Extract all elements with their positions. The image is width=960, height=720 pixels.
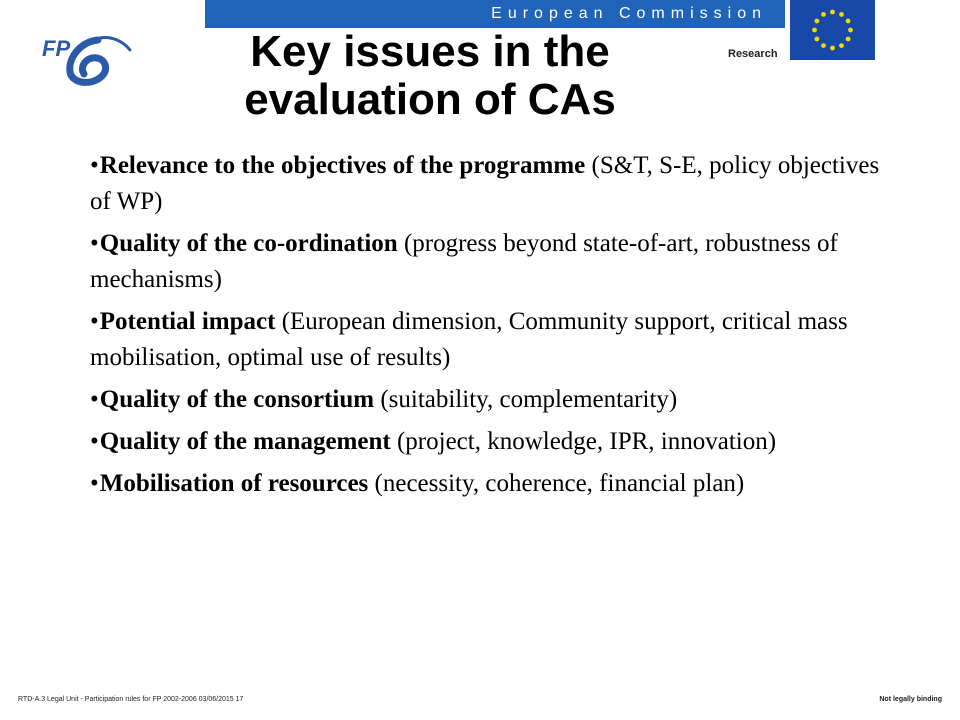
bullet-item: •Quality of the co-ordination (progress beyond state-of-art, robustness of mechanisms) — [90, 230, 838, 293]
bullet-list — [90, 148, 880, 508]
bullet-item: •Mobilisation of resources (necessity, coherence, financial plan) — [90, 470, 745, 497]
bullet-term: Mobilisation of resources — [99, 470, 369, 497]
bullet-item: •Quality of the management (project, knowledge, IPR, innovation) — [90, 428, 777, 455]
slide-title — [150, 28, 710, 124]
footer-disclaimer: Not legally binding — [879, 696, 942, 703]
bullet-term: Relevance to the objectives of the programme — [99, 152, 586, 179]
bullet-term: Quality of the management — [99, 428, 391, 455]
svg-text:FP: FP — [42, 36, 71, 61]
bullet-detail: (S&T, S-E, policy objectives of WP) — [90, 152, 880, 215]
bullet-term: Potential impact — [99, 308, 276, 335]
slide-title-line-1: Key issues in the — [250, 27, 610, 76]
bullet-detail: (project, knowledge, IPR, innovation) — [390, 428, 777, 455]
eu-flag-icon — [790, 0, 875, 60]
bullet-detail: (necessity, coherence, financial plan) — [368, 470, 745, 497]
bullet-term: Quality of the co-ordination — [99, 230, 398, 257]
bullet-item: •Relevance to the objectives of the programme (S&T, S-E, policy objectives of WP) — [90, 152, 880, 215]
bullet-detail: (European dimension, Community support, critical mass mobilisation, optimal use of results) — [90, 308, 848, 371]
bullet-detail: (progress beyond state-of-art, robustness of mechanisms) — [90, 230, 838, 293]
bullet-item: •Potential impact (European dimension, Community support, critical mass mobilisation, optimal use of results) — [90, 308, 848, 371]
banner-text: European Commission — [491, 5, 767, 22]
bullet-item: •Quality of the consortium (suitability, complementarity) — [90, 386, 678, 413]
fp6-logo — [40, 30, 135, 90]
slide-title-line-2: evaluation of CAs — [244, 75, 616, 124]
research-label: Research — [728, 48, 778, 60]
footer-source: RTD-A.3 Legal Unit - Participation rules for FP 2002-2006 03/06/2015 17 — [18, 696, 244, 703]
european-commission-banner — [205, 0, 785, 28]
bullet-detail: (suitability, complementarity) — [374, 386, 678, 413]
bullet-term: Quality of the consortium — [99, 386, 375, 413]
